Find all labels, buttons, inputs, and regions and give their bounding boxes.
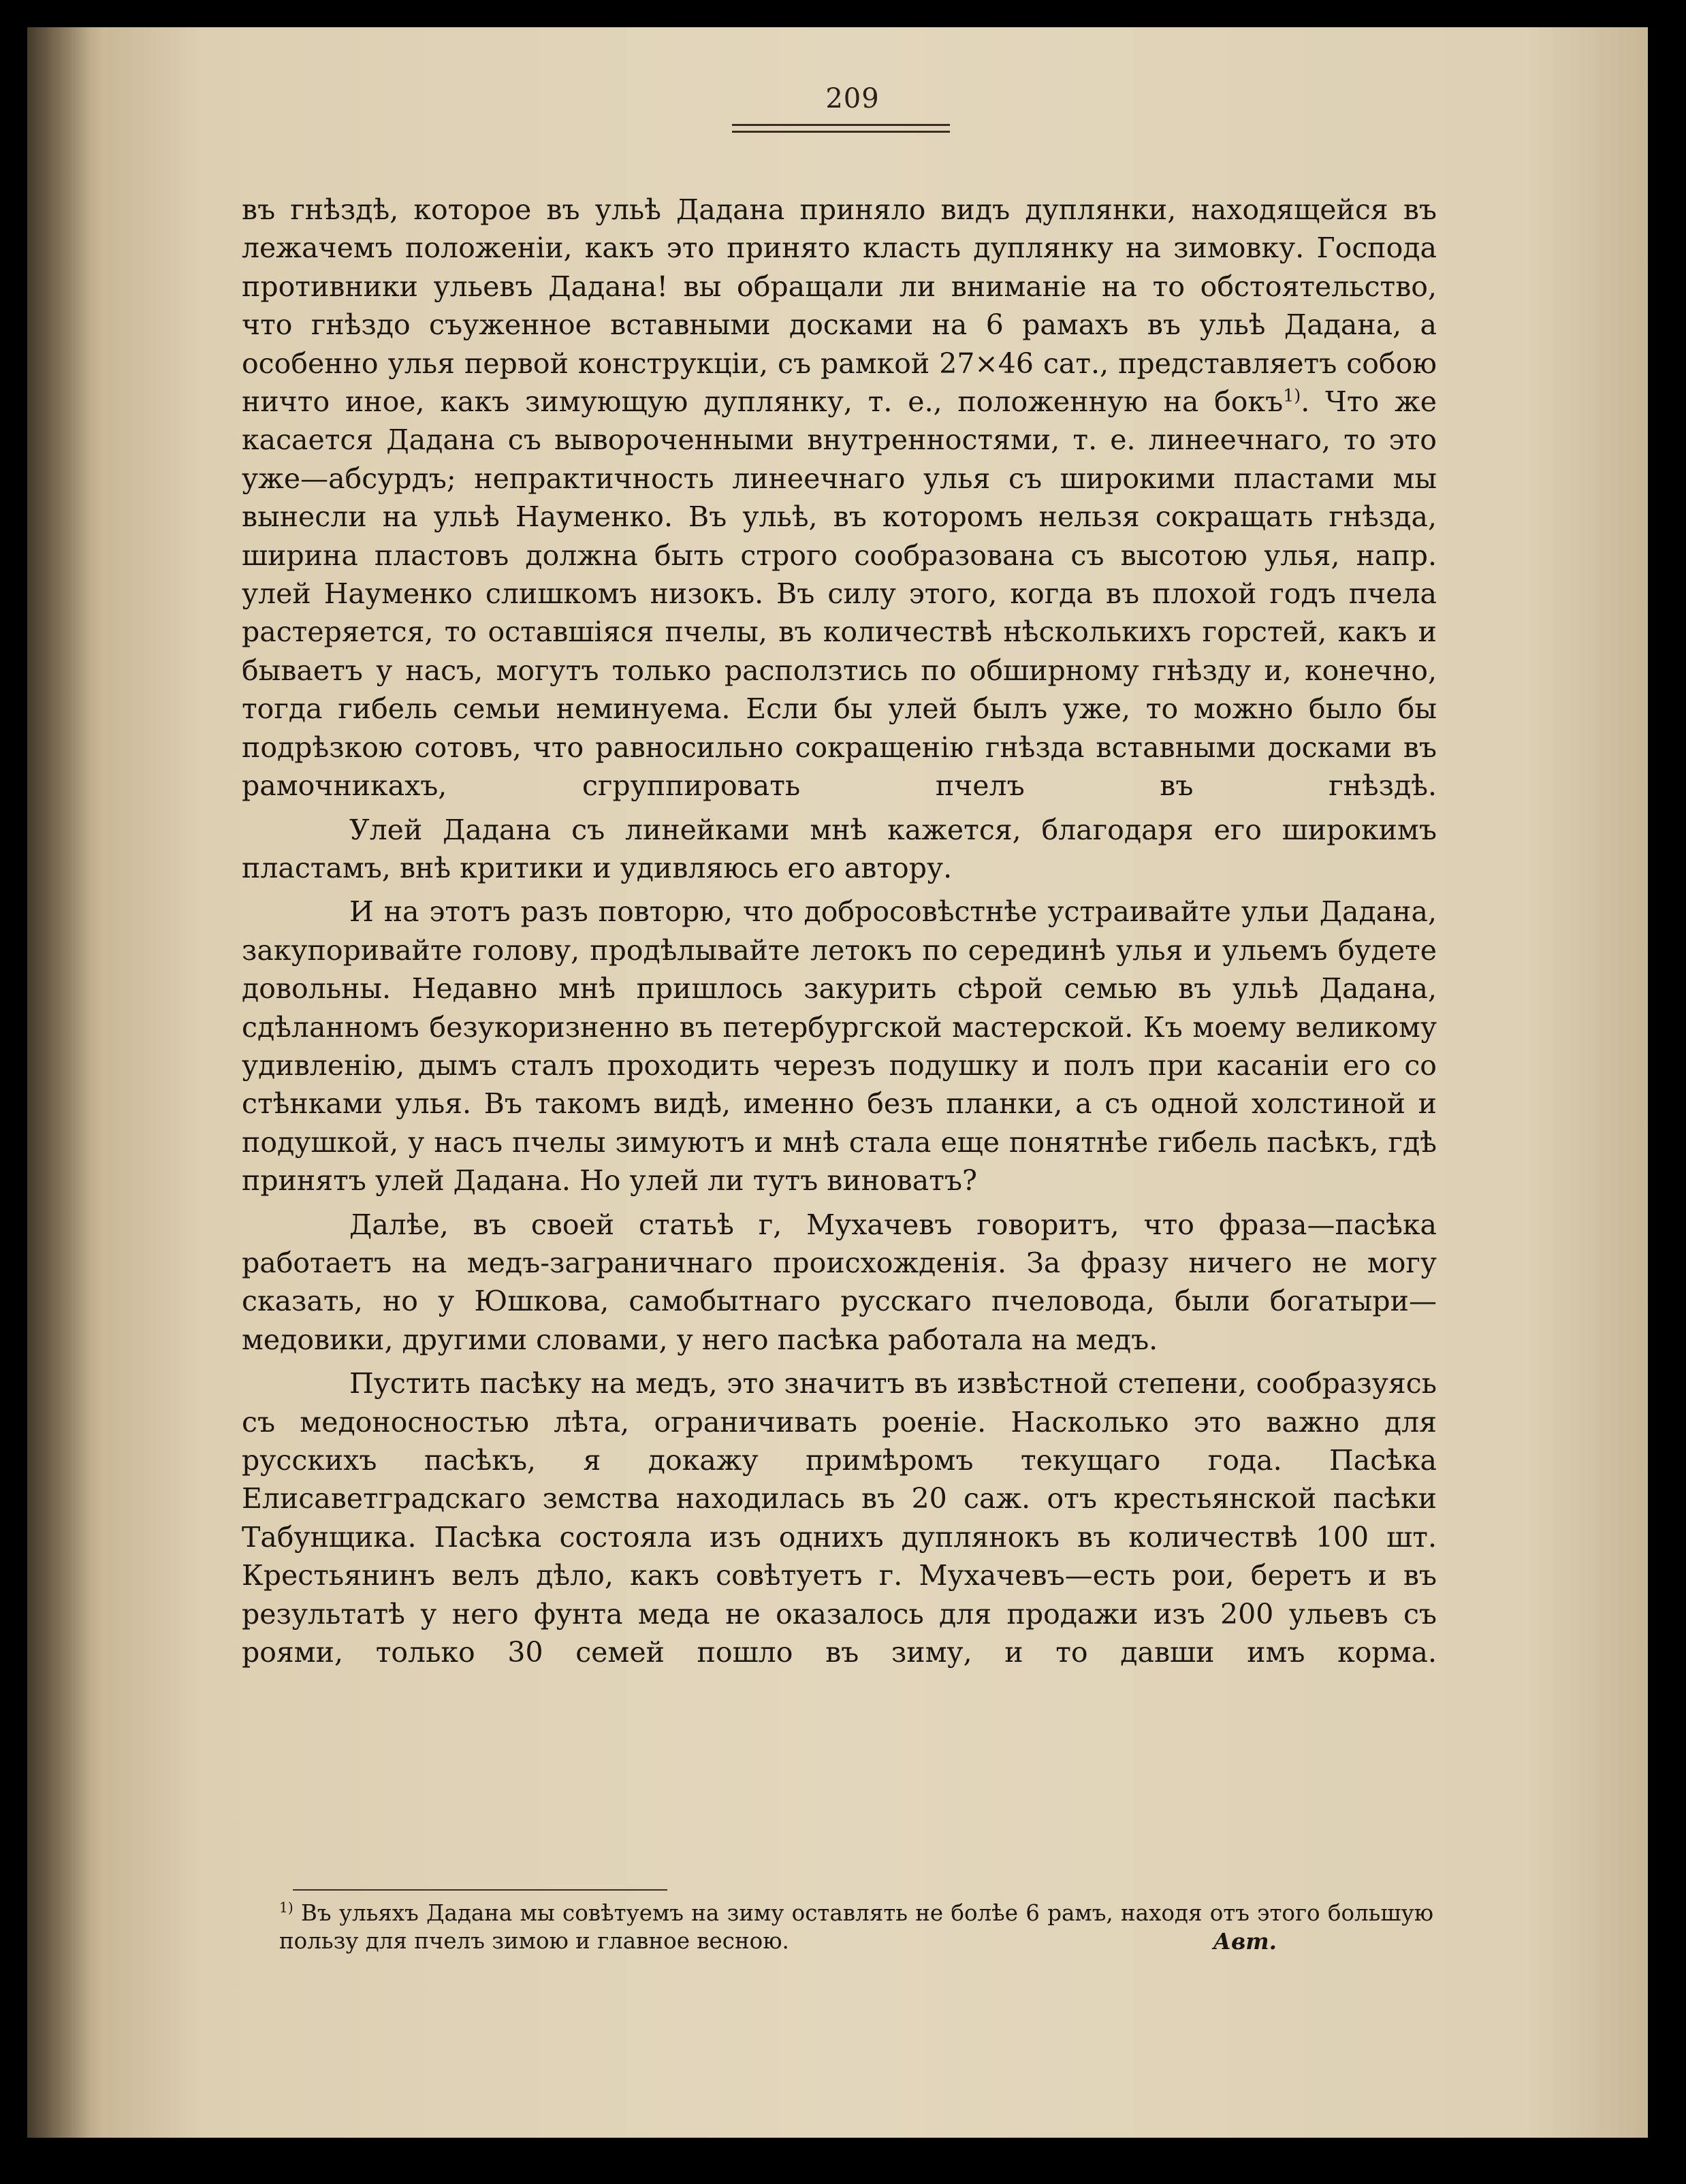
gutter-shadow: [27, 27, 89, 2138]
footnote-text: Въ ульяхъ Дадана мы совѣтуемъ на зиму оставлять не болѣе 6 рамъ, находя отъ этого большую пользу для пчелъ зимою и главное весною.: [279, 1900, 1433, 1954]
paragraph: Улей Дадана съ линейками мнѣ кажется, благодаря его широкимъ пластамъ, внѣ критики и удивляюсь его автору.: [242, 813, 1437, 884]
footnote-marker: 1): [279, 1899, 293, 1916]
paragraph: Далѣе, въ своей статьѣ г, Мухачевъ говоритъ, что фраза—пасѣка работаетъ на медъ-заграничнаго происхожденiя. За фразу ничего не могу сказать, но у Юшкова, самобытнаго русскаго пчеловода, были богатыри—медовики, другими словами, у него пасѣка работала на медъ.: [242, 1208, 1437, 1356]
footnote-signature: Авт.: [1213, 1928, 1277, 1955]
book-page: [27, 27, 1648, 2138]
footnote: [279, 1899, 1433, 1955]
body-text: [242, 191, 1437, 1671]
paragraph-text: въ гнѣздѣ, которое въ ульѣ Дадана приняло видъ дуплянки, находящейся въ лежачемъ положенiи, какъ это принято класть дуплянку на зимовку. Господа противники ульевъ Дадана! вы обращали ли вниманiе на то обстоятельство, что гнѣздо съуженное вставными досками на 6 рамахъ въ ульѣ Дадана, а особенно улья первой конструкцiи, съ рамкой 27×46 сат., представляетъ собою ничто иное, какъ зимующую дуплянку, т. е., положенную на бокъ: [242, 193, 1437, 419]
paragraph: Пустить пасѣку на медъ, это значитъ въ извѣстной степени, сообразуясь съ медоносностью лѣта, ограничивать роенiе. Насколько это важно для русскихъ пасѣкъ, я докажу примѣромъ текущаго года. Пасѣка Елисаветградскаго земства находилась въ 20 саж. отъ крестьянской пасѣки Табунщика. Пасѣка состояла изъ однихъ дуплянокъ въ количествѣ 100 шт. Крестьянинъ велъ дѣло, какъ совѣтуетъ г. Мухачевъ—есть рои, беретъ и въ результатѣ у него фунта меда не оказалось для продажи изъ 200 ульевъ съ роями, только 30 семей пошло въ зиму, и то давши имъ корма.: [242, 1367, 1437, 1669]
paragraph: [242, 191, 1437, 805]
paragraph: И на этотъ разъ повторю, что добросовѣстнѣе устраивайте ульи Дадана, закупоривайте голову, продѣлывайте летокъ по серединѣ улья и ульемъ будете довольны. Недавно мнѣ пришлось закурить сѣрой семью въ ульѣ Дадана, сдѣланномъ безукоризненно въ петербургской мастерской. Къ моему великому удивленiю, дымъ сталъ проходить черезъ подушку и полъ при касанiи его со стѣнками улья. Въ такомъ видѣ, именно безъ планки, а съ одной холстиной и подушкой, у насъ пчелы зимуютъ и мнѣ стала еще понятнѣе гибель пасѣкъ, гдѣ принятъ улей Дадана. Но улей ли тутъ виноватъ?: [242, 895, 1437, 1198]
footnote-reference: 1): [1283, 385, 1301, 406]
paragraph-text: . Что же касается Дадана съ вывороченными внутренностями, т. е. линеечнаго, то это уже—абсурдъ; непрактичность линеечнаго улья съ широкими пластами мы вынесли на ульѣ Науменко. Въ ульѣ, въ которомъ нельзя сокращать гнѣзда, ширина пластовъ должна быть строго сообразована съ высотою улья, напр. улей Науменко слишкомъ низокъ. Въ силу этого, когда въ плохой годъ пчела растеряется, то оставшiяся пчелы, въ количествѣ нѣсколькихъ горстей, какъ и бываетъ у насъ, могутъ только расползтись по обширному гнѣзду и, конечно, тогда гибель семьи неминуема. Если бы улей былъ уже, то можно было бы подрѣзкою сотовъ, что равносильно сокращенiю гнѣзда вставными досками въ рамочникахъ, сгруппировать пчелъ въ гнѣздѣ.: [242, 385, 1437, 803]
page-number: 209: [825, 83, 880, 114]
header-rule: [732, 131, 950, 133]
header-rule: [732, 124, 950, 126]
footnote-rule: [293, 1889, 667, 1891]
